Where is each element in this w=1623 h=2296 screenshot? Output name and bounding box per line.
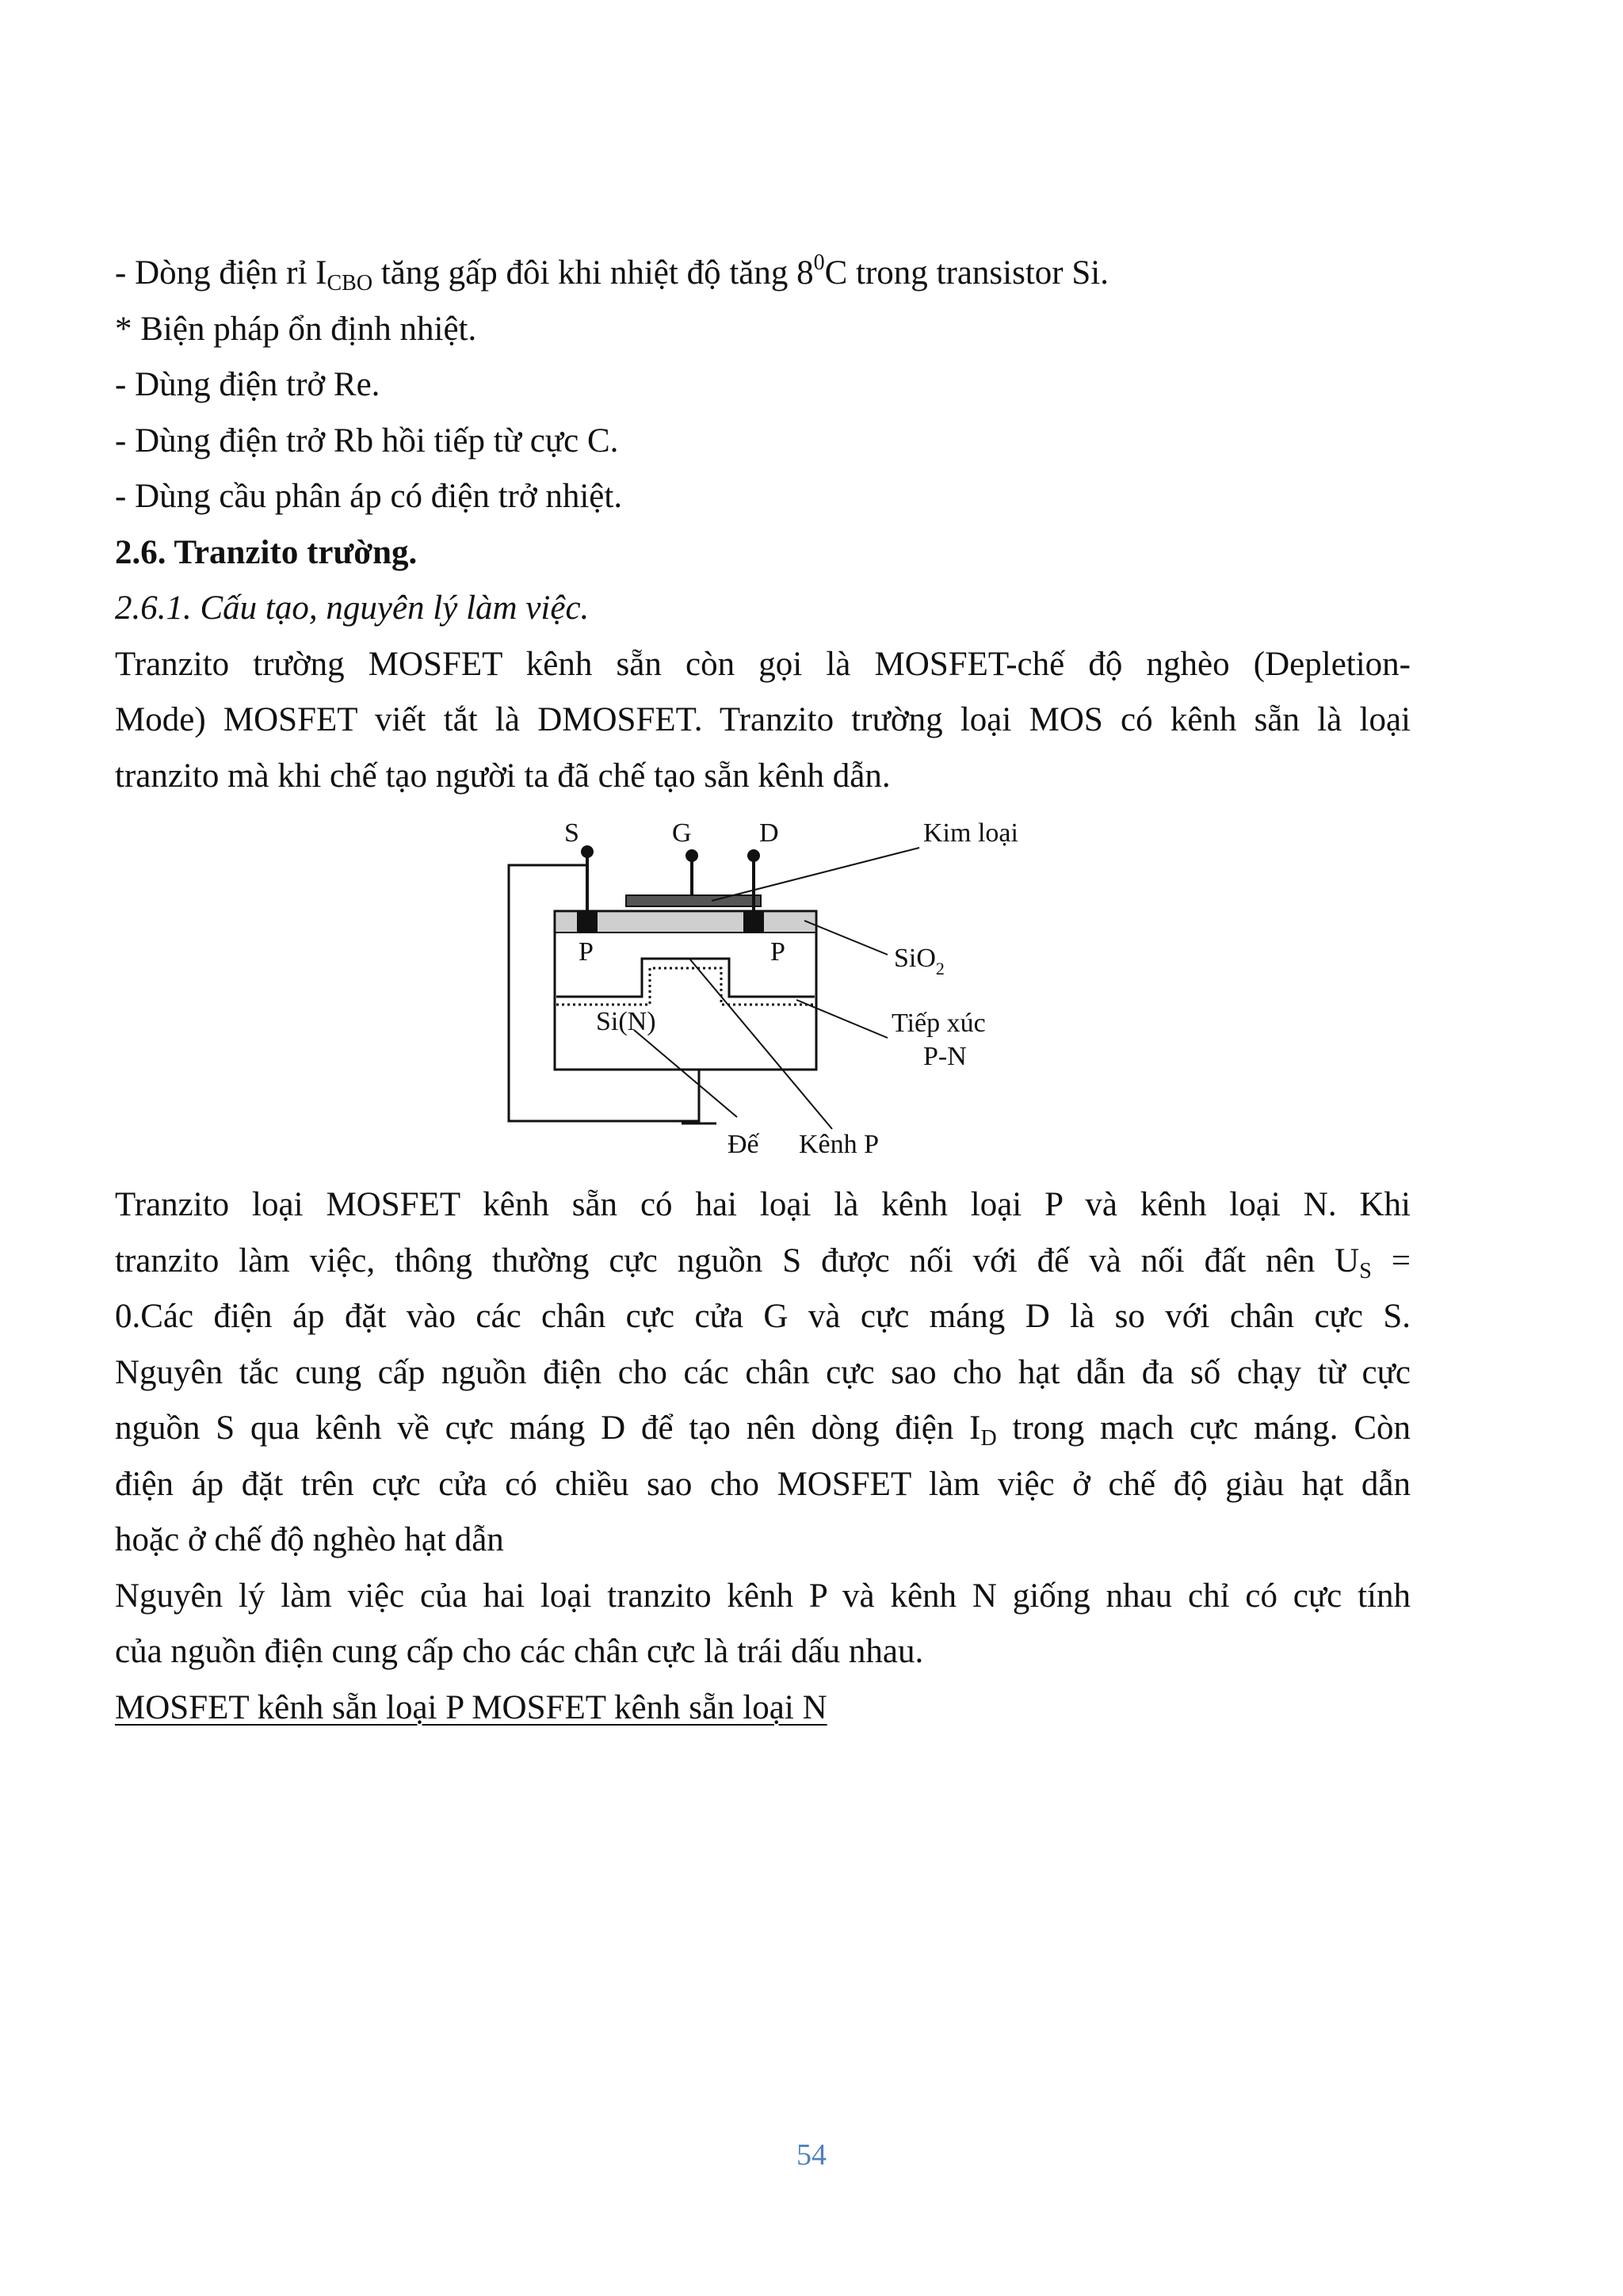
label-si-n: Si(N) xyxy=(596,1007,656,1036)
text-run: trong mạch cực máng. Còn xyxy=(996,1409,1411,1447)
source-terminal xyxy=(581,845,594,858)
label-p-left: P xyxy=(579,937,594,967)
subsection-heading: 2.6.1. Cấu tạo, nguyên lý làm việc. xyxy=(115,589,590,627)
text-run: nguồn S qua kênh về cực máng D để tạo nên dòng điện I xyxy=(115,1409,981,1447)
page-number: 54 xyxy=(796,2138,827,2172)
body-line-3: 0.Các điện áp đặt vào các chân cực cửa G và cực máng D là so với chân cực S. xyxy=(115,1298,1411,1335)
body-line-9: của nguồn điện cung cấp cho các chân cực là trái dấu nhau. xyxy=(115,1633,924,1670)
metal-callout xyxy=(712,848,919,901)
label-substrate: Đế xyxy=(727,1130,759,1159)
bullet-divider: - Dùng cầu phân áp có điện trở nhiệt. xyxy=(115,478,623,515)
bullet-re: - Dùng điện trở Re. xyxy=(115,366,380,403)
drain-terminal xyxy=(747,849,760,862)
bullet-rb: - Dùng điện trở Rb hồi tiếp từ cực C. xyxy=(115,421,619,460)
mosfet-types-caption: MOSFET kênh sẵn loại P MOSFET kênh sẵn loại N xyxy=(115,1688,827,1726)
body-text-block xyxy=(115,1177,1411,1736)
superscript: 0 xyxy=(813,250,825,275)
sio2-subscript: 2 xyxy=(935,959,945,978)
label-metal: Kim loại xyxy=(923,818,1018,848)
intro-line-3: tranzito mà khi chế tạo người ta đã chế tạo sẵn kênh dẫn. xyxy=(115,757,891,795)
mosfet-diagram-svg xyxy=(491,816,1094,1165)
label-d: D xyxy=(759,818,779,848)
metal-gate xyxy=(626,895,761,906)
text-run: = xyxy=(1371,1241,1411,1280)
subscript: S xyxy=(1359,1258,1372,1283)
label-channel: Kênh P xyxy=(799,1130,880,1159)
leakage-current-line xyxy=(115,246,1411,302)
top-text-block xyxy=(115,246,1411,804)
label-junction-2: P-N xyxy=(923,1042,967,1071)
text-run: tăng gấp đôi khi nhiệt độ tăng 8 xyxy=(372,254,814,292)
source-contact xyxy=(577,911,598,932)
intro-line-2: Mode) MOSFET viết tắt là DMOSFET. Tranzito trường loại MOS có kênh sẵn là loại xyxy=(115,701,1411,738)
drain-contact xyxy=(743,911,764,932)
gate-terminal xyxy=(685,849,698,862)
junction-callout xyxy=(796,1000,888,1038)
body-line-1: Tranzito loại MOSFET kênh sẵn có hai loại là kênh loại P và kênh loại N. Khi xyxy=(115,1186,1411,1223)
label-sio2 xyxy=(894,944,945,978)
body-line-5 xyxy=(115,1401,1411,1457)
text-run: - Dòng điện rỉ I xyxy=(115,254,327,292)
sio2-text: SiO xyxy=(894,944,936,973)
pn-junction-boundary xyxy=(556,968,815,1005)
label-p-right: P xyxy=(770,937,785,967)
body-line-7: hoặc ở chế độ nghèo hạt dẫn xyxy=(115,1521,504,1558)
body-line-4: Nguyên tắc cung cấp nguồn điện cho các chân cực sao cho hạt dẫn đa số chạy từ cực xyxy=(115,1353,1411,1391)
section-heading: 2.6. Tranzito trường. xyxy=(115,533,418,571)
substrate-callout xyxy=(634,1030,737,1117)
label-s: S xyxy=(564,818,579,848)
mosfet-diagram xyxy=(491,816,1094,1165)
thermal-stability-heading: * Biện pháp ổn định nhiệt. xyxy=(115,310,477,348)
body-line-2 xyxy=(115,1234,1411,1290)
subscript: D xyxy=(980,1426,997,1451)
body-line-8: Nguyên lý làm việc của hai loại tranzito kênh P và kênh N giống nhau chỉ có cực tính xyxy=(115,1577,1411,1615)
label-junction-1: Tiếp xúc xyxy=(892,1009,986,1038)
channel-callout xyxy=(689,959,832,1129)
subscript: CBO xyxy=(327,271,373,296)
text-run: C trong transistor Si. xyxy=(824,254,1109,292)
label-g: G xyxy=(672,818,692,848)
intro-line-1: Tranzito trường MOSFET kênh sẵn còn gọi là MOSFET-chế độ nghèo (Depletion- xyxy=(115,645,1411,683)
text-run: tranzito làm việc, thông thường cực nguồn S được nối với đế và nối đất nên U xyxy=(115,1241,1360,1280)
silicon-body xyxy=(555,911,816,1070)
body-line-6: điện áp đặt trên cực cửa có chiều sao cho MOSFET làm việc ở chế độ giàu hạt dẫn xyxy=(115,1465,1411,1503)
